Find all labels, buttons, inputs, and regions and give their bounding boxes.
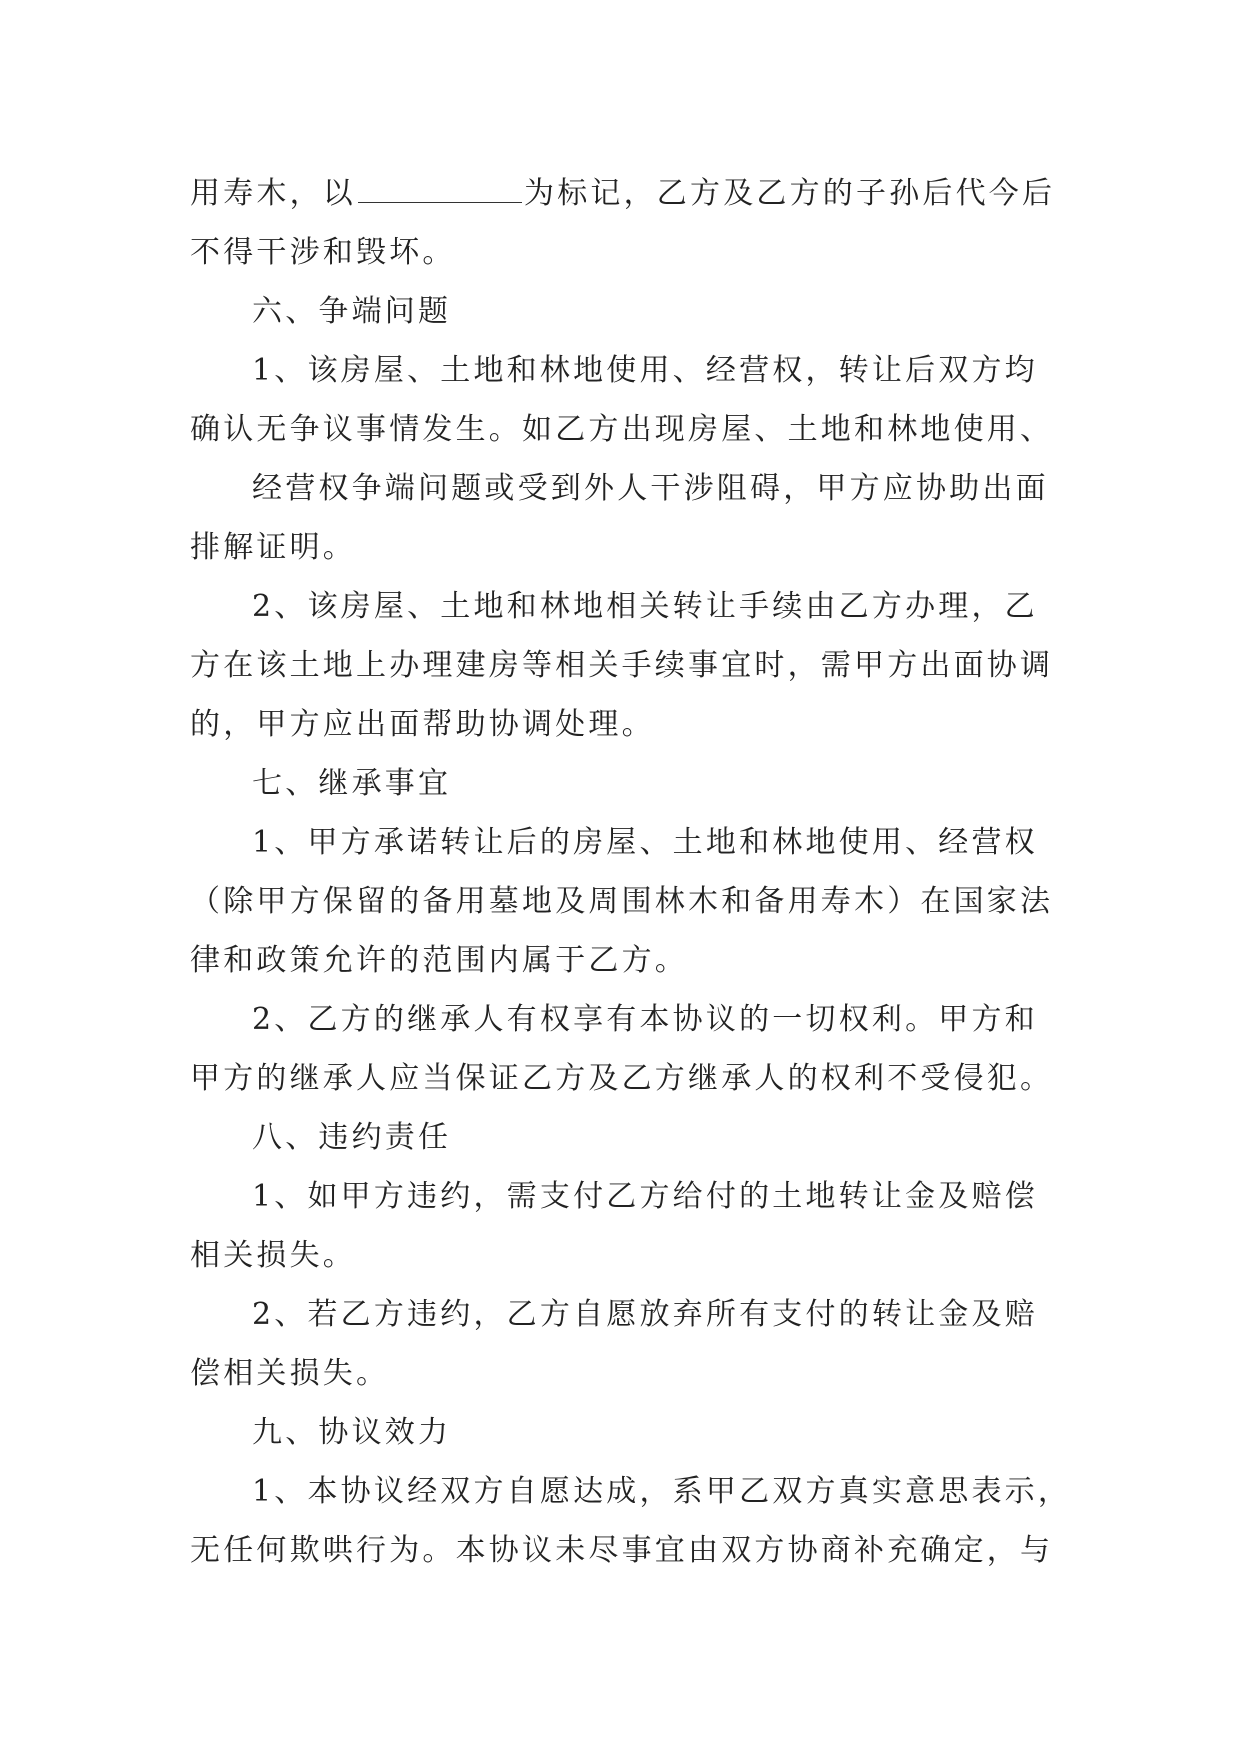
text-line: 偿相关损失。 xyxy=(190,1356,390,1391)
text-line: （除甲方保留的备用墓地及周围林木和备用寿木）在国家法 xyxy=(190,884,1054,919)
section-heading: 九、协议效力 xyxy=(252,1415,452,1450)
text-line: 2、乙方的继承人有权享有本协议的一切权利。甲方和 xyxy=(252,1002,1038,1037)
section-heading: 六、争端问题 xyxy=(252,294,452,329)
text-line: 经营权争端问题或受到外人干涉阻碍，甲方应协助出面 xyxy=(252,471,1049,506)
text-line: 1、如甲方违约，需支付乙方给付的土地转让金及赔偿 xyxy=(252,1179,1038,1214)
text-line: 无任何欺哄行为。本协议未尽事宜由双方协商补充确定，与 xyxy=(190,1533,1054,1568)
text-line: 的，甲方应出面帮助协调处理。 xyxy=(190,707,655,742)
text-line: 律和政策允许的范围内属于乙方。 xyxy=(190,943,688,978)
text-segment: 为标记，乙方及乙方的子孙后代今后 xyxy=(524,176,1056,211)
text-line: 2、若乙方违约，乙方自愿放弃所有支付的转让金及赔 xyxy=(252,1297,1038,1332)
text-line: 方在该土地上办理建房等相关手续事宜时，需甲方出面协调 xyxy=(190,648,1054,683)
text-line: 相关损失。 xyxy=(190,1238,356,1273)
text-line xyxy=(190,164,1070,223)
text-line: 1、本协议经双方自愿达成，系甲乙双方真实意思表示， xyxy=(252,1474,1072,1509)
text-segment: 用寿木，以 xyxy=(190,176,356,211)
text-line: 排解证明。 xyxy=(190,530,356,565)
section-heading: 八、违约责任 xyxy=(252,1120,452,1155)
text-line: 2、该房屋、土地和林地相关转让手续由乙方办理，乙 xyxy=(252,589,1038,624)
text-line: 1、甲方承诺转让后的房屋、土地和林地使用、经营权 xyxy=(252,825,1038,860)
section-heading: 七、继承事宜 xyxy=(252,766,452,801)
document-body xyxy=(190,164,1070,1580)
text-line: 1、该房屋、土地和林地使用、经营权，转让后双方均 xyxy=(252,353,1038,388)
text-line: 甲方的继承人应当保证乙方及乙方继承人的权利不受侵犯。 xyxy=(190,1061,1054,1096)
text-line: 确认无争议事情发生。如乙方出现房屋、土地和林地使用、 xyxy=(190,412,1054,447)
text-line: 不得干涉和毁坏。 xyxy=(190,235,456,270)
fill-in-blank xyxy=(358,176,522,203)
